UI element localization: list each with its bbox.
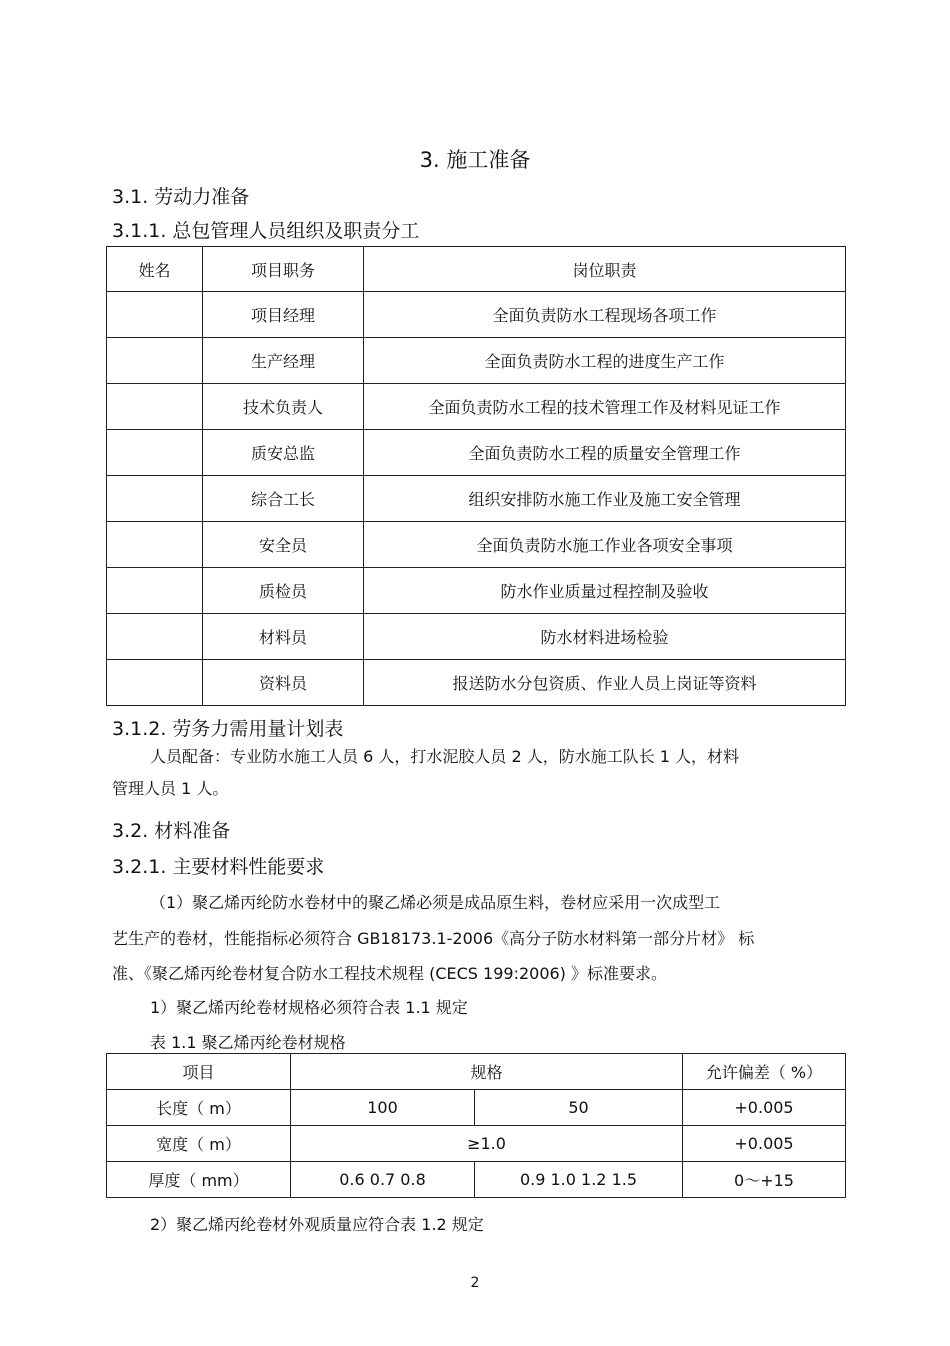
table-row [107, 292, 846, 338]
table-row [107, 568, 846, 614]
cell-name [107, 384, 203, 430]
cell-spec-a: 0.6 0.7 0.8 [291, 1162, 475, 1198]
requirement-line1: （1）聚乙烯丙纶防水卷材中的聚乙烯必须是成品原生料，卷材应采用一次成型工 [150, 893, 721, 912]
cell-tolerance: +0.005 [683, 1090, 846, 1126]
cell-item: 宽度（ m） [107, 1126, 291, 1162]
table-row [107, 338, 846, 384]
cell-name [107, 614, 203, 660]
labor-paragraph-line2: 管理人员 1 人。 [112, 779, 229, 798]
cell-role: 质安总监 [203, 430, 364, 476]
cell-role: 安全员 [203, 522, 364, 568]
table-header-row [107, 247, 846, 292]
cell-role: 资料员 [203, 660, 364, 706]
spec-table [106, 1053, 846, 1198]
header-role: 项目职务 [203, 247, 364, 292]
table-row [107, 1090, 846, 1126]
cell-role: 综合工长 [203, 476, 364, 522]
header-name: 姓名 [107, 247, 203, 292]
cell-role: 生产经理 [203, 338, 364, 384]
cell-duty: 防水作业质量过程控制及验收 [364, 568, 846, 614]
cell-tolerance: 0～+15 [683, 1162, 846, 1198]
cell-name [107, 522, 203, 568]
table-row [107, 1126, 846, 1162]
cell-duty: 报送防水分包资质、作业人员上岗证等资料 [364, 660, 846, 706]
cell-spec-b: 50 [475, 1090, 683, 1126]
staff-duties-table [106, 246, 846, 706]
table-row [107, 1162, 846, 1198]
cell-duty: 全面负责防水施工作业各项安全事项 [364, 522, 846, 568]
header-item: 项目 [107, 1054, 291, 1090]
cell-role: 项目经理 [203, 292, 364, 338]
table-header-row [107, 1054, 846, 1090]
header-tolerance: 允许偏差（ %） [683, 1054, 846, 1090]
cell-duty: 全面负责防水工程的质量安全管理工作 [364, 430, 846, 476]
heading-3-1-2: 3.1.2. 劳务力需用量计划表 [112, 718, 344, 740]
cell-item: 厚度（ mm） [107, 1162, 291, 1198]
table-caption: 表 1.1 聚乙烯丙纶卷材规格 [150, 1033, 346, 1052]
cell-role: 材料员 [203, 614, 364, 660]
cell-spec-b: 0.9 1.0 1.2 1.5 [475, 1162, 683, 1198]
cell-name [107, 476, 203, 522]
cell-duty: 全面负责防水工程的进度生产工作 [364, 338, 846, 384]
cell-duty: 组织安排防水施工作业及施工安全管理 [364, 476, 846, 522]
table-row [107, 660, 846, 706]
header-spec: 规格 [291, 1054, 683, 1090]
table-row [107, 476, 846, 522]
cell-duty: 全面负责防水工程现场各项工作 [364, 292, 846, 338]
cell-role: 质检员 [203, 568, 364, 614]
requirement-line2: 艺生产的卷材，性能指标必须符合 GB18173.1-2006《高分子防水材料第一部分片材》 标 [112, 929, 755, 948]
requirement-line3: 准、《聚乙烯丙纶卷材复合防水工程技术规程 (CECS 199:2006) 》标准要求。 [112, 964, 668, 983]
header-duty: 岗位职责 [364, 247, 846, 292]
cell-item: 长度（ m） [107, 1090, 291, 1126]
labor-paragraph-line1: 人员配备：专业防水施工人员 6 人，打水泥胶人员 2 人，防水施工队长 1 人，材料 [150, 747, 740, 766]
page-number: 2 [470, 1275, 480, 1291]
heading-3-1: 3.1. 劳动力准备 [112, 186, 250, 208]
heading-3-2-1: 3.2.1. 主要材料性能要求 [112, 856, 325, 878]
heading-3-1-1: 3.1.1. 总包管理人员组织及职责分工 [112, 220, 420, 242]
cell-name [107, 292, 203, 338]
table-row [107, 384, 846, 430]
cell-name [107, 430, 203, 476]
cell-tolerance: +0.005 [683, 1126, 846, 1162]
cell-role: 技术负责人 [203, 384, 364, 430]
table-row [107, 522, 846, 568]
cell-duty: 全面负责防水工程的技术管理工作及材料见证工作 [364, 384, 846, 430]
cell-name [107, 338, 203, 384]
cell-spec: ≥1.0 [291, 1126, 683, 1162]
item-2-text: 2）聚乙烯丙纶卷材外观质量应符合表 1.2 规定 [150, 1215, 484, 1234]
section-title: 3. 施工准备 [419, 148, 531, 172]
cell-spec-a: 100 [291, 1090, 475, 1126]
heading-3-2: 3.2. 材料准备 [112, 820, 231, 842]
cell-name [107, 568, 203, 614]
cell-name [107, 660, 203, 706]
cell-duty: 防水材料进场检验 [364, 614, 846, 660]
table-row [107, 614, 846, 660]
table-row [107, 430, 846, 476]
item-1-text: 1）聚乙烯丙纶卷材规格必须符合表 1.1 规定 [150, 998, 468, 1017]
